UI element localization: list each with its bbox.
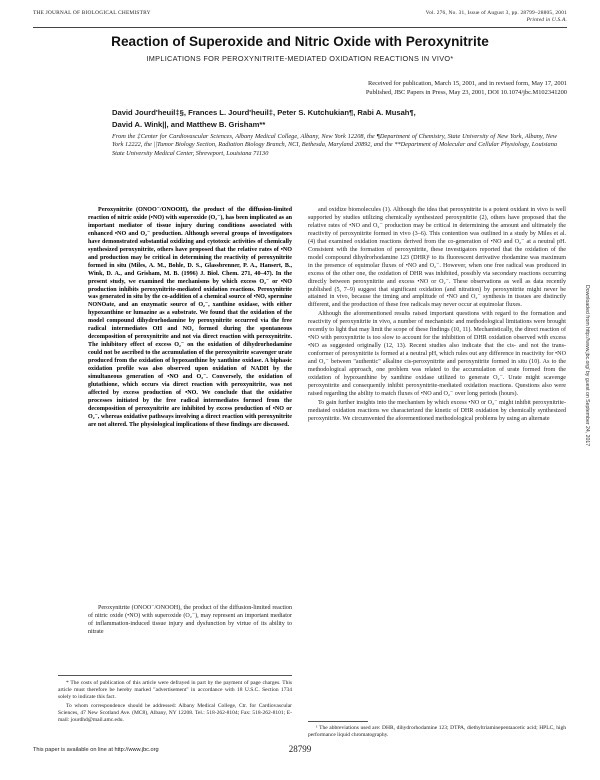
author-list	[112, 107, 562, 131]
authors-line-2: David A. Wink||, and Matthew B. Grisham**	[112, 119, 266, 129]
download-sidebar	[582, 285, 591, 585]
published-date: Published, JBC Papers in Press, May 23, 2001, DOI 10.1074/jbc.M102341200	[365, 88, 567, 96]
article-subtitle: IMPLICATIONS FOR PEROXYNITRITE-MEDIATED OXIDATION REACTIONS IN VIVO*	[146, 54, 454, 63]
footnote-rule-left	[58, 675, 292, 676]
footnote-abbreviations: ¹ The abbreviations used are: DHR, dihydrorhodamine 123; DTPA, diethyltriaminepentaacetic acid; HPLC, high performance liquid chromatography.	[308, 725, 566, 738]
received-date: Received for publication, March 15, 2001, and in revised form, May 17, 2001	[368, 80, 567, 87]
article-title: Reaction of Superoxide and Nitric Oxide with Peroxynitrite	[111, 34, 489, 49]
volume-line: Vol. 276, No. 31, Issue of August 3, pp. 28799–28805, 2001	[425, 10, 567, 16]
online-availability: This paper is available on line at http://www.jbc.org	[33, 747, 159, 753]
body-paragraph: To gain further insights into the mechanism by which excess •NO or O₂⁻ might inhibit peroxynitrite-mediated oxidation reactions we characterized the kinetic of DHR oxidation by chemically synthesized peroxynitrite. We circumvented the aforementioned methodological problems by using an alternate	[308, 399, 566, 422]
abstract	[88, 207, 292, 430]
footnote-rule-right	[308, 721, 368, 722]
affiliations: From the ‡Center for Cardiovascular Sciences, Albany Medical College, Albany, New York 12208, the ¶Department of Chemistry, State University of New York, Albany, New York 12222, the ||Tumor Biology Section, Radiation Biology Branch, NCI, Bethesda, Maryland 20892, and the **Department of Molecular and Cellular Physiology, Louisiana State University Medical Center, Shreveport, Louisiana 71130	[112, 133, 557, 157]
intro-text: Peroxynitrite (ONOO⁻/ONOOH), the product of the diffusion-limited reaction of nitric oxide (•NO) with superoxide (O₂⁻), may represent an important mediator of inflammation-induced tissue injury and dysfunction by virtue of its ability to nitrate	[88, 605, 292, 635]
issue-info	[426, 10, 567, 24]
body-paragraph: Although the aforementioned results raised important questions with regard to the formation and reactivity of peroxynitrite in vivo, a number of mechanistic and methodological limitations were brought recently to light that may limit the scope of these findings (10, 11). Mechanistically, the direct reaction of •NO with peroxynitrite is too slow to account for the inhibition of DHR oxidation observed with excess •NO as suggested originally (12, 13). Recent studies also indicate that the cis- and not the trans-conformer of peroxynitrite is formed at a neutral pH, which rules out any difference in reactivity for •NO and O₂⁻ between "authentic" alkaline cis-peroxynitrite and peroxynitrite formed in situ (10). As to the methodological approach, one problem was related to the accumulation of urate formed from the oxidation of hypoxanthine by xanthine oxidase utilized to generate O₂⁻. Urate might scavenge peroxynitrite and consequently inhibit peroxynitrite-mediated oxidation reactions. Questions also were raised regarding the ability to match fluxes of •NO and O₂⁻ over long periods (hours).	[308, 311, 566, 397]
footnote-cost: * The costs of publication of this article were defrayed in part by the payment of page charges. This article must therefore be hereby marked "advertisement" in accordance with 18 U.S.C. Section 1734 solely to indicate this fact.	[58, 680, 292, 700]
publication-dates	[167, 80, 567, 97]
journal-header: THE JOURNAL OF BIOLOGICAL CHEMISTRY	[33, 10, 151, 16]
page-number: 28799	[288, 744, 312, 754]
footnotes-right	[308, 725, 566, 739]
introduction	[88, 605, 292, 637]
footnotes-left	[58, 680, 292, 723]
abstract-text: Peroxynitrite (ONOO⁻/ONOOH), the product of the diffusion-limited reaction of nitric oxide (•NO) with superoxide (O₂⁻), has been implicated as an important mediator of tissue injury during conditions associated with enhanced •NO and O₂⁻ production. Although several groups of investigators have demonstrated substantial oxidizing and cytotoxic activities of chemically synthesized peroxynitrite, others have proposed that the relative rates of •NO and production may be critical in determining the reactivity of peroxynitrite formed in situ (Miles, A. M., Bohle, D. S., Glassbrenner, P. A., Hansert, B., Wink, D. A., and Grisham, M. B. (1996) J. Biol. Chem. 271, 40–47). In the present study, we examined the mechanisms by which excess O₂⁻ or •NO production inhibits peroxynitrite-mediated oxidation reactions. Peroxynitrite was generated in situ by the co-addition of a chemical source of •NO, spermine NONOate, and an enzymatic source of O₂⁻, xanthine oxidase, with either hypoxanthine or lumazine as a substrate. We found that the oxidation of the model compound dihydrorhodamine by peroxynitrite occurred via the free radical intermediates OH and NO₂ formed during the spontaneous decomposition of peroxynitrite and not via direct reaction with peroxynitrite. The inhibitory effect of excess O₂⁻ on the oxidation of dihydrorhodamine could not be ascribed to the accumulation of the peroxynitrite scavenger urate produced from the oxidation of hypoxanthine by xanthine oxidase. A biphasic oxidation profile was also observed upon oxidation of NADH by the simultaneous generation of •NO and O₂⁻. Conversely, the oxidation of glutathione, which occurs via direct reaction with peroxynitrite, was not affected by excess production of •NO. We conclude that the oxidative processes initiated by the free radical intermediates formed from the decomposition of peroxynitrite are inhibited by excess production of •NO or O₂⁻, whereas oxidative pathways involving a direct reaction with peroxynitrite are not altered. The physiological implications of these findings are discussed.	[88, 207, 292, 428]
footnote-correspondence: To whom correspondence should be addressed: Albany Medical College, Ctr. for Cardiovascular Sciences, 47 New Scotland Ave. (MC8), Albany, NY 12208. Tel.: 518-262-8104; Fax: 518-262-8101; E-mail: jourdhd@mail.amc.edu.	[58, 702, 292, 723]
authors-line-1: David Jourd'heuil‡§, Frances L. Jourd'heuil‡, Peter S. Kutchukian¶, Rabi A. Musah¶,	[112, 108, 416, 117]
printed-line: Printed in U.S.A.	[526, 17, 567, 23]
download-note: Downloaded from http://www.jbc.org/ by guest on September 24, 2017	[584, 285, 590, 447]
header-rule	[33, 27, 567, 28]
body-column-right	[308, 207, 566, 424]
body-paragraph: and oxidize biomolecules (1). Although the idea that peroxynitrite is a potent oxidant in vivo is well supported by studies utilizing chemically synthesized peroxynitrite (2), others have proposed that the relative rates of •NO and O₂⁻ production may be critical in determining the amount and ultimately the reactivity of peroxynitrite formed in vivo (3–6). This contention was outlined in a study by Miles et al. (4) that examined oxidation reactions derived from the co-generation of •NO and O₂⁻ at a neutral pH. Consistent with the formation of peroxynitrite, these investigators reported that the oxidation of the model compound dihydrorhodamine 123 (DHR)¹ to its fluorescent derivative rhodamine was maximum in the presence of equimolar fluxes of •NO and O₂⁻. However, when one free radical was produced in excess of the other one, the oxidation of DHR was inhibited, possibly via secondary reactions occurring directly between peroxynitrite and excess •NO or O₂⁻. These observations as well as data recently published (5, 7–9) suggest that significant oxidation (and nitration) by peroxynitrite might never be attained in vivo, because the timing and amplitude of •NO and O₂⁻ synthesis in tissues are distinctly different, and the production of these free radicals may never occur at equimolar fluxes.	[308, 207, 566, 309]
